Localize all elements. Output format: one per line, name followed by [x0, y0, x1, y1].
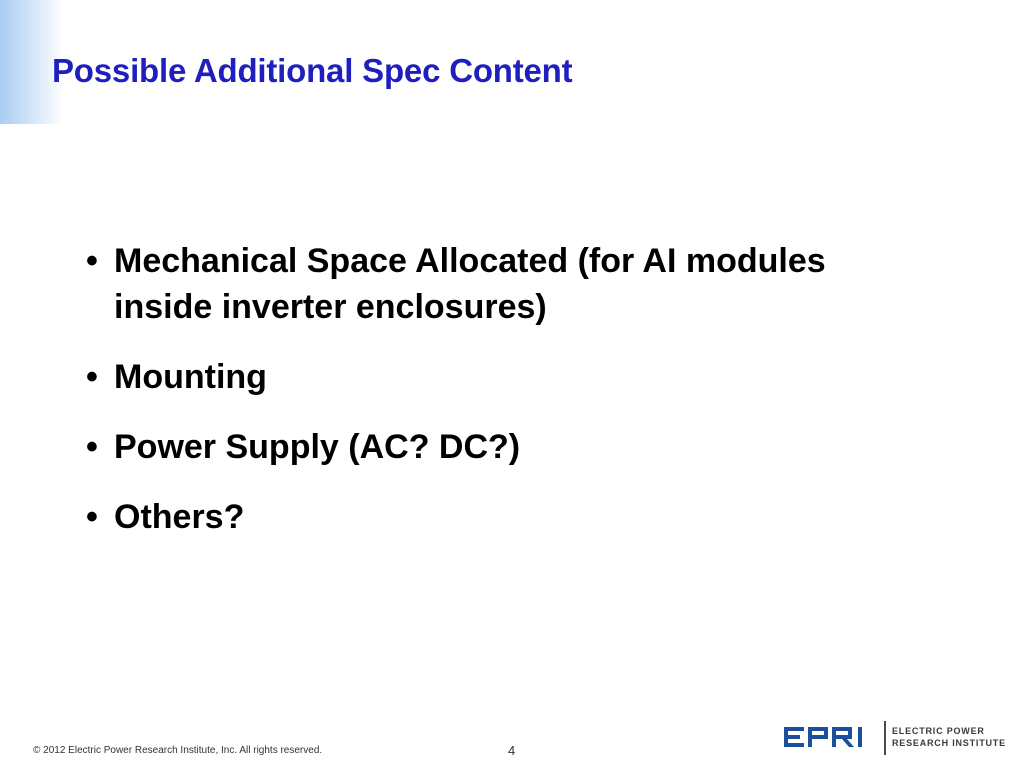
page-number: 4	[508, 743, 516, 758]
bullet-dot-icon: •	[86, 242, 98, 280]
bullet-text: Mounting	[114, 358, 267, 396]
bullet-text: Others?	[114, 498, 245, 536]
logo-line-2: RESEARCH INSTITUTE	[892, 738, 1006, 748]
copyright-notice: © 2012 Electric Power Research Institute, Inc. All rights reserved.	[33, 745, 323, 756]
logo-line-1: ELECTRIC POWER	[892, 726, 985, 736]
bullet-item	[86, 424, 826, 470]
bullet-dot-icon: •	[86, 428, 98, 466]
slide-title: Possible Additional Spec Content	[52, 52, 573, 89]
bullet-item	[86, 238, 826, 330]
epri-logo-icon	[784, 725, 880, 749]
logo-wordmark	[892, 725, 1006, 749]
logo-divider	[884, 721, 886, 755]
bullet-list	[86, 238, 826, 564]
epri-logo	[784, 719, 1006, 759]
bullet-text: Power Supply (AC? DC?)	[114, 428, 521, 466]
bullet-item	[86, 354, 826, 400]
bullet-dot-icon: •	[86, 498, 98, 536]
bullet-item	[86, 494, 826, 540]
bullet-dot-icon: •	[86, 358, 98, 396]
bullet-text: Mechanical Space Allocated (for AI modules inside inverter enclosures)	[114, 242, 826, 326]
